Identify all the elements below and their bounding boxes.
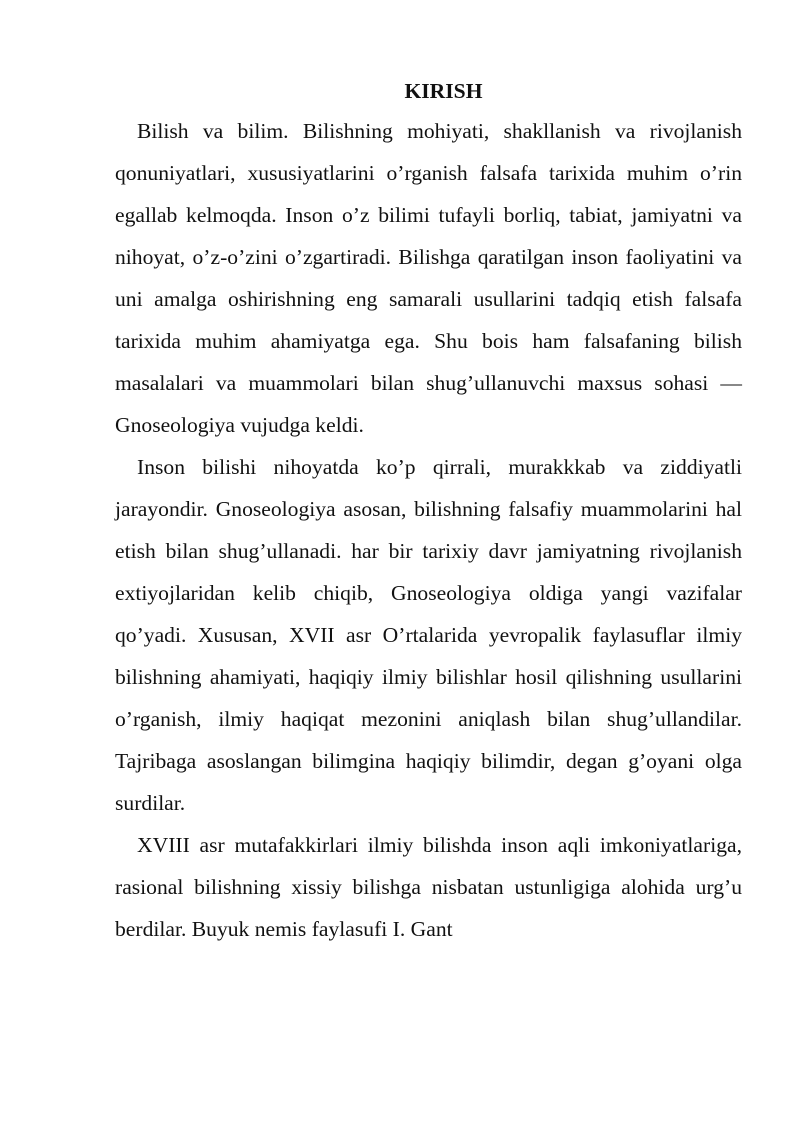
paragraph-3: XVIII asr mutafakkirlari ilmiy bilishda inson aqli imkoniyatlariga, rasional bilishning xissiy bilishga nisbatan ustunligiga alohida urg’u berdilar. Buyuk nemis faylasufi I. Gant: [115, 833, 742, 941]
document-page: [115, 72, 742, 950]
paragraph-2: Inson bilishi nihoyatda ko’p qirrali, murakkkab va ziddiyatli jarayondir. Gnoseologiya asosan, bilishning falsafiy muammolarini hal etish bilan shug’ullanadi. har bir tarixiy davr jamiyatning rivojlanish extiyojlaridan kelib chiqib, Gnoseologiya oldiga yangi vazifalar qo’yadi. Xususan, XVII asr O’rtalarida yevropalik faylasuflar ilmiy bilishning ahamiyati, haqiqiy ilmiy bilishlar hosil qilishning usullarini o’rganish, ilmiy haqiqat mezonini aniqlash bilan shug’ullandilar. Tajribaga asoslangan bilimgina haqiqiy bilimdir, degan g’oyani olga surdilar.: [115, 455, 742, 815]
paragraph-1: Bilish va bilim. Bilishning mohiyati, shakllanish va rivojlanish qonuniyatlari, xususiyatlarini o’rganish falsafa tarixida muhim o’rin egallab kelmoqda. Inson o’z bilimi tufayli borliq, tabiat, jamiyatni va nihoyat, o’z-o’zini o’zgartiradi. Bilishga qaratilgan inson faoliyatini va uni amalga oshirishning eng samarali usullarini tadqiq etish falsafa tarixida muhim ahamiyatga ega. Shu bois ham falsafaning bilish masalalari va muammolari bilan shug’ullanuvchi maxsus sohasi — Gnoseologiya vujudga keldi.: [115, 119, 742, 437]
document-title: KIRISH: [404, 79, 483, 103]
